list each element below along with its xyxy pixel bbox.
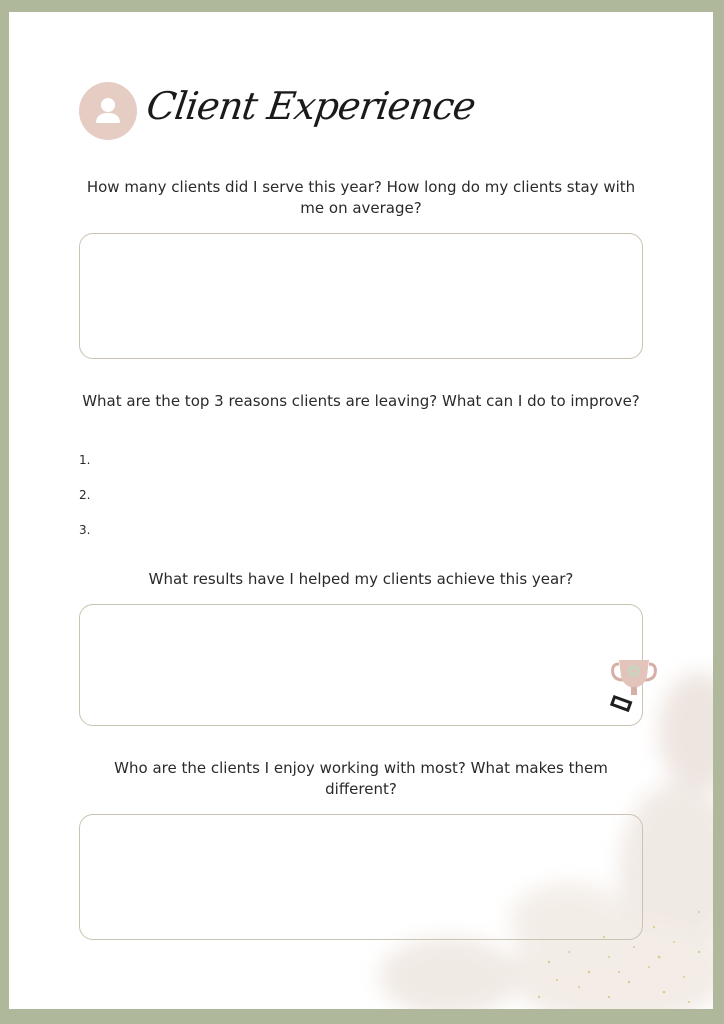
list-item-3: 3. <box>79 523 91 537</box>
question-1: How many clients did I serve this year? How long do my clients stay with me on average? <box>86 178 636 217</box>
question-3: What results have I helped my clients achieve this year? <box>148 570 574 588</box>
question-2: What are the top 3 reasons clients are leaving? What can I do to improve? <box>82 392 640 410</box>
worksheet-page <box>9 12 713 1009</box>
answer-box-4[interactable] <box>79 814 643 940</box>
page-title: Client Experience <box>143 84 478 128</box>
user-icon <box>79 82 137 140</box>
trophy-icon <box>605 654 663 716</box>
answer-box-1[interactable] <box>79 233 643 359</box>
question-4: Who are the clients I enjoy working with most? What makes them different? <box>114 759 608 798</box>
answer-box-3[interactable] <box>79 604 643 726</box>
list-item-1: 1. <box>79 453 91 467</box>
list-item-2: 2. <box>79 488 91 502</box>
